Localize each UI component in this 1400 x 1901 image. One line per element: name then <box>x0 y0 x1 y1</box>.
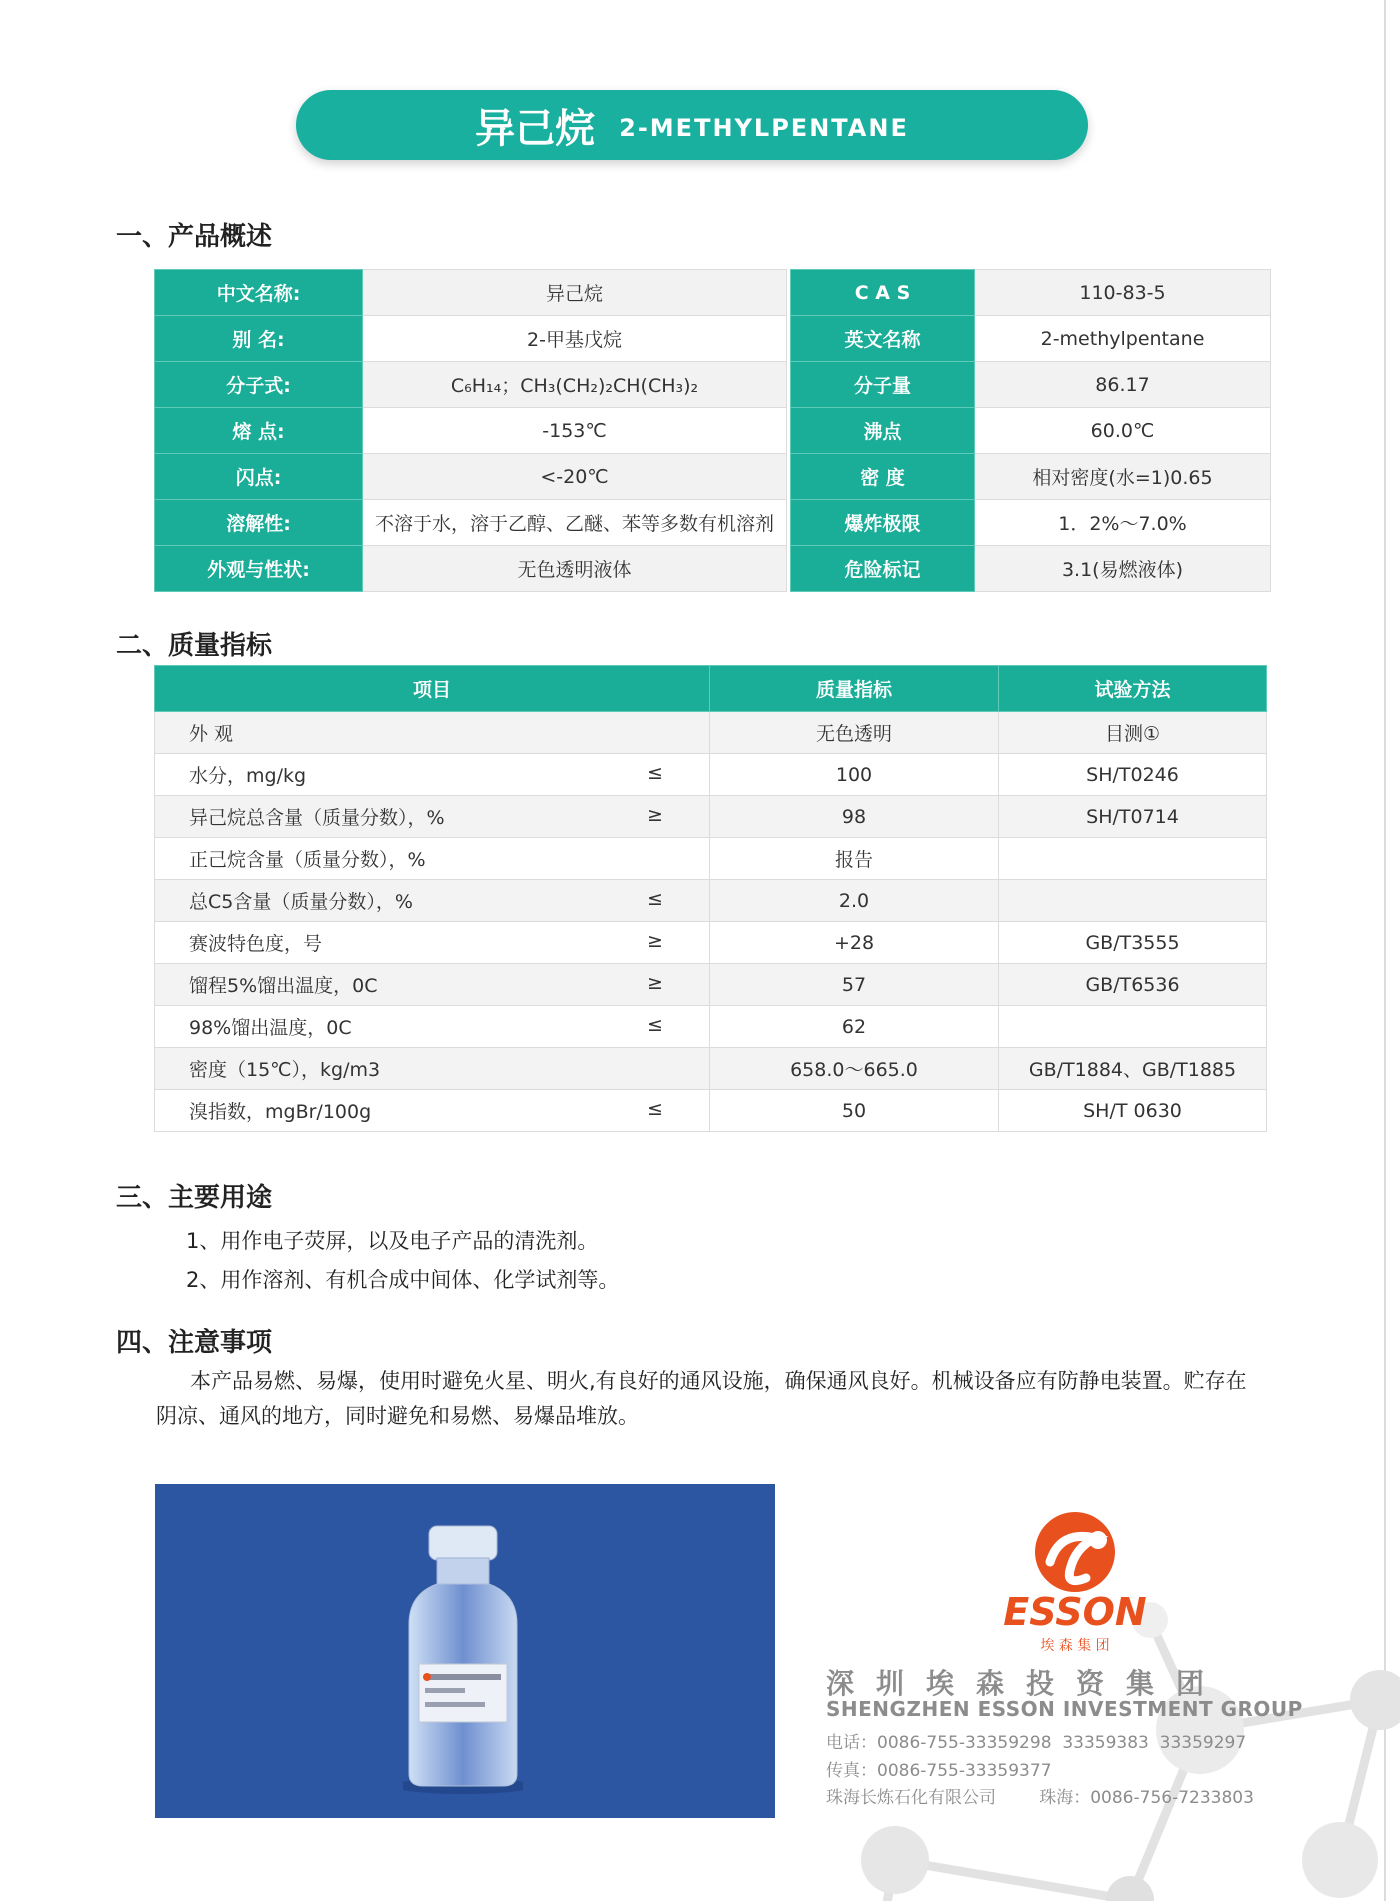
overview-value: 无色透明液体 <box>363 546 787 592</box>
overview-key: 爆炸极限 <box>791 500 975 546</box>
quality-method: SH/T 0630 <box>999 1090 1267 1132</box>
title-english: 2-METHYLPENTANE <box>619 114 909 142</box>
quality-symbol: ≤ <box>647 762 663 784</box>
quality-row <box>155 754 1267 796</box>
quality-item-cell <box>155 838 710 880</box>
overview-value: 60.0℃ <box>975 408 1271 454</box>
quality-item: 外 观 <box>189 723 234 745</box>
quality-value: 98 <box>710 796 999 838</box>
uses-item: 1、用作电子荧屏，以及电子产品的清洗剂。 <box>186 1229 599 1253</box>
overview-value: 3.1(易燃液体) <box>975 546 1271 592</box>
quality-row <box>155 1048 1267 1090</box>
overview-key: 闪点: <box>155 454 363 500</box>
quality-header-method: 试验方法 <box>999 666 1267 712</box>
quality-row <box>155 796 1267 838</box>
overview-table <box>154 269 1271 592</box>
company-branch: 珠海长炼石化有限公司 珠海：0086-756-7233803 <box>826 1788 1254 1808</box>
quality-symbol: ≤ <box>647 888 663 910</box>
quality-value: 658.0～665.0 <box>710 1048 999 1090</box>
quality-method <box>999 880 1267 922</box>
quality-row <box>155 1006 1267 1048</box>
uses-list <box>186 1222 619 1300</box>
quality-value: 2.0 <box>710 880 999 922</box>
quality-row <box>155 712 1267 754</box>
quality-value: +28 <box>710 922 999 964</box>
overview-key: 熔 点: <box>155 408 363 454</box>
quality-item: 赛波特色度，号 <box>189 933 323 955</box>
quality-item-cell <box>155 1048 710 1090</box>
quality-value: 57 <box>710 964 999 1006</box>
overview-value: 2-methylpentane <box>975 316 1271 362</box>
company-name-english: SHENGZHEN ESSON INVESTMENT GROUP <box>826 1697 1303 1721</box>
esson-logo-icon <box>990 1500 1160 1660</box>
overview-key: 危险标记 <box>791 546 975 592</box>
quality-item-cell <box>155 880 710 922</box>
quality-item-cell <box>155 712 710 754</box>
quality-method: GB/T3555 <box>999 922 1267 964</box>
uses-item: 2、用作溶剂、有机合成中间体、化学试剂等。 <box>186 1268 620 1292</box>
quality-row <box>155 922 1267 964</box>
overview-value: 86.17 <box>975 362 1271 408</box>
quality-item-cell <box>155 754 710 796</box>
overview-key: 沸点 <box>791 408 975 454</box>
quality-method: GB/T1884、GB/T1885 <box>999 1048 1267 1090</box>
bottle-icon <box>403 1524 523 1794</box>
overview-row <box>155 546 1271 592</box>
section-notice-heading: 四、注意事项 <box>116 1328 273 1358</box>
overview-key: 中文名称: <box>155 270 363 316</box>
section-overview-heading: 一、产品概述 <box>116 222 273 252</box>
quality-symbol: ≥ <box>647 930 663 952</box>
quality-item-cell <box>155 964 710 1006</box>
quality-row <box>155 880 1267 922</box>
quality-item-cell <box>155 922 710 964</box>
overview-row <box>155 270 1271 316</box>
quality-item: 98%馏出温度，0C <box>189 1017 352 1039</box>
quality-method <box>999 838 1267 880</box>
overview-key: 分子量 <box>791 362 975 408</box>
quality-item-cell <box>155 796 710 838</box>
overview-key: 别 名: <box>155 316 363 362</box>
overview-value: 异己烷 <box>363 270 787 316</box>
quality-method <box>999 1006 1267 1048</box>
overview-row <box>155 362 1271 408</box>
quality-item: 总C5含量（质量分数），% <box>189 891 413 913</box>
overview-key: 溶解性: <box>155 500 363 546</box>
overview-key: 英文名称 <box>791 316 975 362</box>
overview-value: <-20℃ <box>363 454 787 500</box>
quality-symbol: ≥ <box>647 804 663 826</box>
quality-header-item: 项目 <box>155 666 710 712</box>
quality-value: 62 <box>710 1006 999 1048</box>
quality-method: 目测① <box>999 712 1267 754</box>
quality-item: 馏程5%馏出温度，0C <box>189 975 378 997</box>
overview-row <box>155 500 1271 546</box>
quality-method: GB/T6536 <box>999 964 1267 1006</box>
quality-item-cell <box>155 1006 710 1048</box>
overview-value: C₆H₁₄；CH₃(CH₂)₂CH(CH₃)₂ <box>363 362 787 408</box>
quality-value: 100 <box>710 754 999 796</box>
logo-text: ESSON <box>1003 1590 1147 1634</box>
overview-value: -153℃ <box>363 408 787 454</box>
notice-text: 本产品易燃、易爆，使用时避免火星、明火,有良好的通风设施，确保通风良好。机械设备应有防静电装置。贮存在阴凉、通风的地方，同时避免和易燃、易爆品堆放。 <box>156 1369 1247 1428</box>
quality-row <box>155 838 1267 880</box>
quality-method: SH/T0714 <box>999 796 1267 838</box>
overview-value: 110-83-5 <box>975 270 1271 316</box>
title-banner <box>296 90 1088 160</box>
quality-item: 密度（15℃），kg/m3 <box>189 1059 381 1081</box>
overview-row <box>155 316 1271 362</box>
quality-header-value: 质量指标 <box>710 666 999 712</box>
quality-item-cell <box>155 1090 710 1132</box>
overview-value: 1．2%～7.0% <box>975 500 1271 546</box>
section-uses-heading: 三、主要用途 <box>116 1183 273 1213</box>
overview-row <box>155 408 1271 454</box>
overview-row <box>155 454 1271 500</box>
overview-value: 相对密度(水=1)0.65 <box>975 454 1271 500</box>
quality-symbol: ≥ <box>647 972 663 994</box>
quality-item: 正己烷含量（质量分数），% <box>189 849 426 871</box>
company-fax: 传真：0086-755-33359377 <box>826 1761 1052 1781</box>
quality-value: 无色透明 <box>710 712 999 754</box>
overview-value: 2-甲基戊烷 <box>363 316 787 362</box>
overview-key: 外观与性状: <box>155 546 363 592</box>
quality-method: SH/T0246 <box>999 754 1267 796</box>
esson-logo <box>990 1500 1160 1660</box>
overview-value: 不溶于水，溶于乙醇、乙醚、苯等多数有机溶剂 <box>363 500 787 546</box>
overview-key: 分子式: <box>155 362 363 408</box>
quality-item: 水分，mg/kg <box>189 765 307 787</box>
quality-row <box>155 1090 1267 1132</box>
quality-value: 报告 <box>710 838 999 880</box>
quality-symbol: ≤ <box>647 1014 663 1036</box>
overview-key: C A S <box>791 270 975 316</box>
overview-key: 密 度 <box>791 454 975 500</box>
quality-table <box>154 665 1267 1132</box>
section-quality-heading: 二、质量指标 <box>116 631 273 661</box>
logo-subtext: 埃 森 集 团 <box>1040 1638 1110 1654</box>
company-phone: 电话：0086-755-33359298 33359383 33359297 <box>826 1733 1247 1753</box>
quality-item: 异己烷总含量（质量分数），% <box>189 807 445 829</box>
quality-row <box>155 964 1267 1006</box>
quality-value: 50 <box>710 1090 999 1132</box>
title-chinese: 异己烷 <box>475 105 596 152</box>
quality-item: 溴指数，mgBr/100g <box>189 1101 372 1123</box>
quality-symbol: ≤ <box>647 1098 663 1120</box>
company-name-chinese: 深圳埃森投资集团 <box>826 1667 1227 1700</box>
